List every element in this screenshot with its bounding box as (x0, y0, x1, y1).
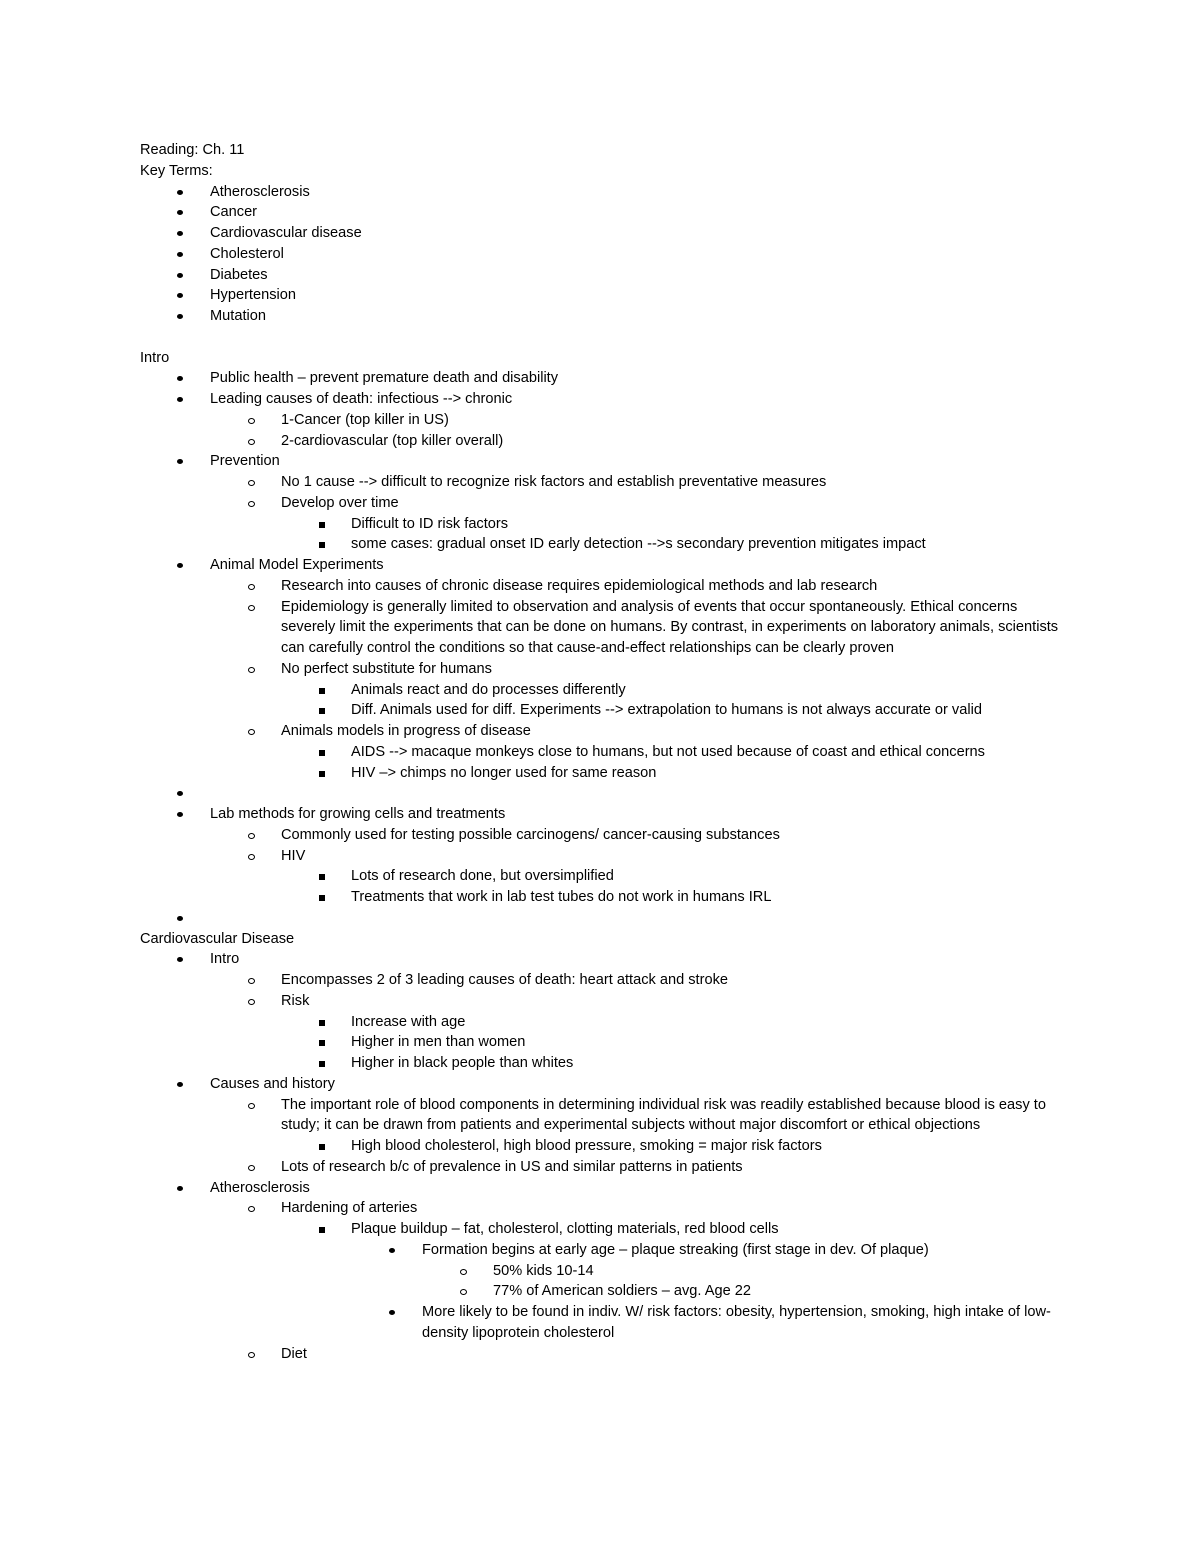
list-item (140, 846, 1060, 867)
blank-line (140, 327, 1060, 348)
list-item (140, 991, 1060, 1012)
line-text: Encompasses 2 of 3 leading causes of death: heart attack and stroke (281, 972, 729, 988)
circle-bullet-icon (245, 721, 257, 742)
list-item (140, 700, 1060, 721)
list-item (140, 202, 1060, 223)
line-text: Formation begins at early age – plaque streaking (first stage in dev. Of plaque) (422, 1241, 929, 1258)
line-text: Increase with age (351, 1013, 466, 1030)
line-text: AIDS --> macaque monkeys close to humans, but not used because of coast and ethical concerns (351, 743, 985, 760)
line-text: Hypertension (210, 287, 296, 304)
list-item (140, 285, 1060, 306)
line-text: Atherosclerosis (210, 183, 310, 200)
list-item (140, 1178, 1060, 1199)
list-item (140, 306, 1060, 327)
circle-bullet-icon (245, 991, 257, 1012)
circle-bullet-icon (245, 1344, 257, 1365)
circle-bullet-icon (245, 431, 257, 452)
list-item (140, 1240, 1060, 1261)
line-text: Atherosclerosis (210, 1179, 310, 1196)
disc-bullet-icon (174, 804, 186, 825)
circle-bullet-icon (245, 846, 257, 867)
disc-bullet-icon (174, 1178, 186, 1199)
list-item (140, 866, 1060, 887)
list-item (140, 244, 1060, 265)
circle-bullet-icon (457, 1281, 469, 1302)
list-item (140, 368, 1060, 389)
heading-line (140, 348, 1060, 369)
line-text: Risk (281, 992, 310, 1009)
square-bullet-icon (316, 534, 328, 555)
line-text: No perfect substitute for humans (281, 660, 492, 677)
list-item (140, 555, 1060, 576)
line-text: The important role of blood components in determining individual risk was readily established because blood is easy to study; it can be drawn from patients and experimental subjects without major discomfort or ethical objections (281, 1096, 1046, 1134)
line-text: Plaque buildup – fat, cholesterol, clotting materials, red blood cells (351, 1221, 779, 1237)
list-item (140, 887, 1060, 908)
list-item (140, 1344, 1060, 1365)
line-text: Cardiovascular disease (210, 225, 362, 241)
circle-bullet-icon (457, 1261, 469, 1282)
line-text: Cardiovascular Disease (140, 930, 295, 947)
line-text: 2-cardiovascular (top killer overall) (281, 432, 504, 449)
list-item (140, 763, 1060, 784)
disc-bullet-icon (174, 783, 186, 804)
square-bullet-icon (316, 742, 328, 763)
line-text: Hardening of arteries (281, 1200, 418, 1217)
list-item (140, 742, 1060, 763)
line-text: Leading causes of death: infectious --> chronic (210, 391, 513, 407)
line-text: Mutation (210, 308, 266, 324)
list-item (140, 451, 1060, 472)
square-bullet-icon (316, 763, 328, 784)
list-item (140, 908, 1060, 929)
line-text: Lab methods for growing cells and treatments (210, 806, 506, 822)
line-text: 50% kids 10-14 (493, 1262, 594, 1279)
line-text: HIV –> chimps no longer used for same reason (351, 764, 657, 781)
list-item (140, 804, 1060, 825)
line-text: Reading: Ch. 11 (140, 142, 245, 158)
list-item (140, 659, 1060, 680)
line-text: Animal Model Experiments (210, 557, 384, 573)
line-text: Research into causes of chronic disease requires epidemiological methods and lab research (281, 577, 878, 594)
list-item (140, 1032, 1060, 1053)
disc-bullet-icon (174, 368, 186, 389)
disc-bullet-icon (174, 182, 186, 203)
square-bullet-icon (316, 866, 328, 887)
line-text: Diet (281, 1345, 307, 1362)
line-text: Cholesterol (210, 245, 284, 262)
line-text: Higher in black people than whites (351, 1055, 574, 1071)
square-bullet-icon (316, 680, 328, 701)
line-text: some cases: gradual onset ID early detection -->s secondary prevention mitigates impact (351, 536, 926, 553)
list-item (140, 1053, 1060, 1074)
circle-bullet-icon (245, 1198, 257, 1219)
list-item (140, 1261, 1060, 1282)
line-text: Key Terms: (140, 162, 213, 179)
list-item (140, 472, 1060, 493)
disc-bullet-icon (174, 555, 186, 576)
list-item (140, 721, 1060, 742)
line-text: Higher in men than women (351, 1034, 526, 1051)
line-text: Public health – prevent premature death and disability (210, 370, 559, 387)
list-item (140, 534, 1060, 555)
disc-bullet-icon (174, 202, 186, 223)
disc-bullet-icon (174, 244, 186, 265)
disc-bullet-icon (386, 1240, 398, 1261)
line-text: Cancer (210, 204, 258, 221)
disc-bullet-icon (174, 389, 186, 410)
disc-bullet-icon (174, 1074, 186, 1095)
square-bullet-icon (316, 1012, 328, 1033)
heading-line (140, 161, 1060, 182)
list-item (140, 970, 1060, 991)
list-item (140, 431, 1060, 452)
line-text: Lots of research b/c of prevalence in US and similar patterns in patients (281, 1158, 743, 1175)
line-text: Intro (140, 349, 170, 366)
list-item (140, 1198, 1060, 1219)
list-item (140, 1074, 1060, 1095)
list-item (140, 514, 1060, 535)
line-text: Diabetes (210, 266, 268, 283)
square-bullet-icon (316, 514, 328, 535)
line-text: Difficult to ID risk factors (351, 515, 509, 532)
list-item (140, 1095, 1060, 1137)
disc-bullet-icon (174, 265, 186, 286)
square-bullet-icon (316, 700, 328, 721)
line-text: Prevention (210, 453, 280, 470)
list-item (140, 825, 1060, 846)
list-item (140, 1219, 1060, 1240)
circle-bullet-icon (245, 825, 257, 846)
line-text: More likely to be found in indiv. W/ risk factors: obesity, hypertension, smoking, high intake of low-density lipoprotein cholesterol (422, 1304, 1051, 1341)
list-item (140, 1302, 1060, 1344)
square-bullet-icon (316, 1053, 328, 1074)
disc-bullet-icon (174, 949, 186, 970)
list-item (140, 182, 1060, 203)
circle-bullet-icon (245, 597, 257, 618)
disc-bullet-icon (174, 223, 186, 244)
circle-bullet-icon (245, 659, 257, 680)
list-item (140, 783, 1060, 804)
list-item (140, 597, 1060, 659)
line-text: Intro (210, 951, 240, 968)
disc-bullet-icon (386, 1302, 398, 1323)
list-item (140, 389, 1060, 410)
circle-bullet-icon (245, 493, 257, 514)
circle-bullet-icon (245, 970, 257, 991)
square-bullet-icon (316, 1219, 328, 1240)
list-item (140, 1012, 1060, 1033)
line-text: Lots of research done, but oversimplified (351, 868, 614, 885)
document-body (140, 140, 1060, 1364)
circle-bullet-icon (245, 576, 257, 597)
line-text: Treatments that work in lab test tubes do not work in humans IRL (351, 889, 772, 905)
list-item (140, 680, 1060, 701)
square-bullet-icon (316, 1032, 328, 1053)
disc-bullet-icon (174, 908, 186, 929)
square-bullet-icon (316, 887, 328, 908)
circle-bullet-icon (245, 410, 257, 431)
list-item (140, 493, 1060, 514)
line-text: High blood cholesterol, high blood pressure, smoking = major risk factors (351, 1138, 822, 1154)
circle-bullet-icon (245, 1095, 257, 1116)
list-item (140, 265, 1060, 286)
line-text: Animals models in progress of disease (281, 723, 531, 739)
list-item (140, 1136, 1060, 1157)
line-text: Animals react and do processes differently (351, 681, 626, 698)
square-bullet-icon (316, 1136, 328, 1157)
line-text: No 1 cause --> difficult to recognize risk factors and establish preventative measures (281, 474, 827, 490)
line-text: 77% of American soldiers – avg. Age 22 (493, 1283, 751, 1300)
line-text: Epidemiology is generally limited to observation and analysis of events that occur spontaneously. Ethical concerns severely limit the experiments that can be done on humans. By contrast, in experiments on laboratory animals, scientists can carefully control the conditions so that cause-and-effect relationships can be clearly proven (281, 598, 1059, 656)
line-text: HIV (281, 847, 306, 864)
line-text: 1-Cancer (top killer in US) (281, 411, 449, 428)
line-text: Commonly used for testing possible carcinogens/ cancer-causing substances (281, 826, 780, 843)
line-text: Develop over time (281, 494, 399, 511)
list-item (140, 1157, 1060, 1178)
list-item (140, 949, 1060, 970)
disc-bullet-icon (174, 451, 186, 472)
line-text: Diff. Animals used for diff. Experiments --> extrapolation to humans is not always accurate or valid (351, 702, 982, 719)
list-item (140, 223, 1060, 244)
list-item (140, 576, 1060, 597)
circle-bullet-icon (245, 1157, 257, 1178)
line-text: Causes and history (210, 1075, 335, 1092)
heading-line (140, 140, 1060, 161)
disc-bullet-icon (174, 306, 186, 327)
list-item (140, 1281, 1060, 1302)
heading-line (140, 929, 1060, 950)
circle-bullet-icon (245, 472, 257, 493)
disc-bullet-icon (174, 285, 186, 306)
list-item (140, 410, 1060, 431)
